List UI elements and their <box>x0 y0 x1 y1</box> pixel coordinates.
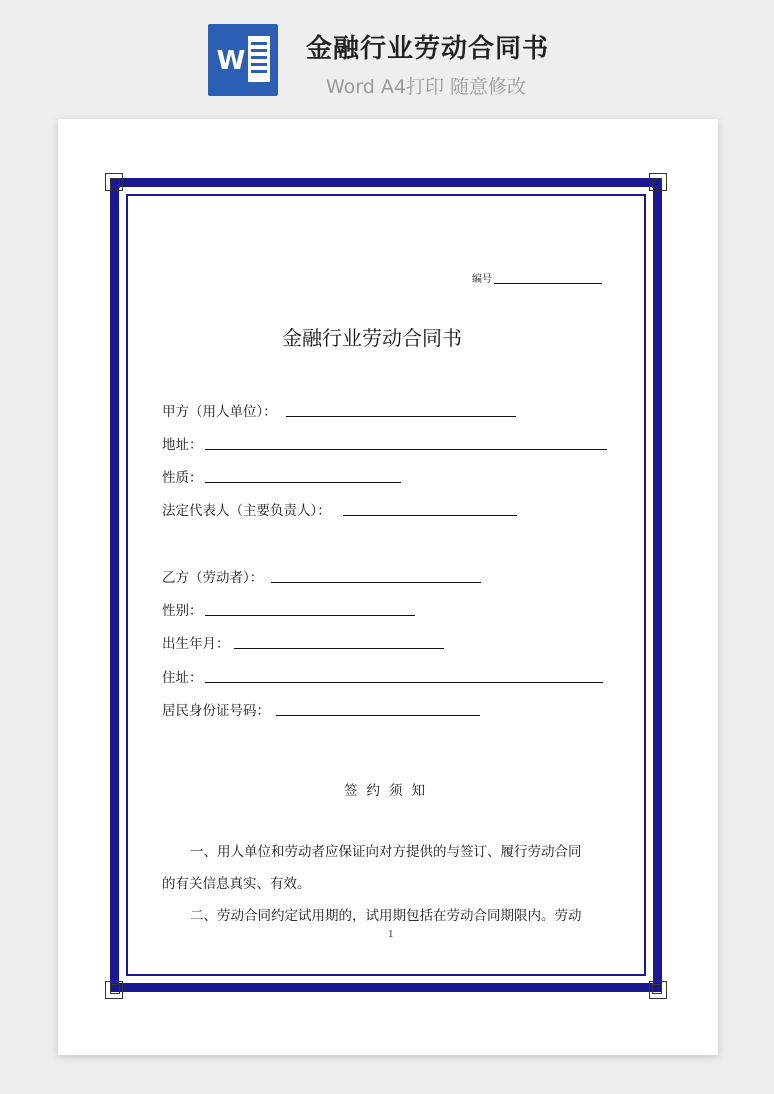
notice-paragraph: 的有关信息真实、有效。 <box>162 876 311 892</box>
word-icon-letter: W <box>216 46 246 76</box>
party-b-address-label: 住址： <box>162 670 203 686</box>
contract-title: 金融行业劳动合同书 <box>282 326 462 350</box>
party-b-id-field[interactable] <box>276 715 480 716</box>
party-b-name-label: 乙方（劳动者）： <box>162 570 264 586</box>
party-b-name-field[interactable] <box>271 582 481 583</box>
party-a-nature-field[interactable] <box>205 482 401 483</box>
party-b-address-field[interactable] <box>205 682 603 683</box>
document-lines-icon <box>248 36 270 82</box>
serial-number-label: 编号 <box>472 274 492 285</box>
notice-paragraph: 二、劳动合同约定试用期的，试用期包括在劳动合同期限内。劳动 <box>190 908 582 924</box>
party-b-gender-label: 性别： <box>162 603 203 619</box>
party-b-gender-field[interactable] <box>205 615 415 616</box>
document-content <box>58 119 718 1055</box>
party-a-representative-field[interactable] <box>343 515 517 516</box>
party-b-birth-field[interactable] <box>234 648 444 649</box>
party-a-name-field[interactable] <box>286 416 516 417</box>
party-b-birth-label: 出生年月： <box>162 636 230 652</box>
signing-notice-title: 签约须知 <box>344 783 434 799</box>
page-number: 1 <box>388 930 394 940</box>
document-page <box>58 119 718 1055</box>
serial-number-field[interactable] <box>494 283 602 284</box>
word-document-icon <box>208 24 278 96</box>
notice-paragraph: 一、用人单位和劳动者应保证向对方提供的与签订、履行劳动合同 <box>190 844 582 860</box>
banner-title: 金融行业劳动合同书 <box>306 34 550 64</box>
party-a-name-label: 甲方（用人单位）： <box>162 404 277 420</box>
party-b-id-label: 居民身份证号码： <box>162 703 270 719</box>
party-a-address-label: 地址： <box>162 437 203 453</box>
banner-subtitle: Word A4打印 随意修改 <box>326 76 527 98</box>
party-a-nature-label: 性质： <box>162 470 203 486</box>
party-a-representative-label: 法定代表人（主要负责人）： <box>162 503 331 519</box>
party-a-address-field[interactable] <box>205 449 607 450</box>
